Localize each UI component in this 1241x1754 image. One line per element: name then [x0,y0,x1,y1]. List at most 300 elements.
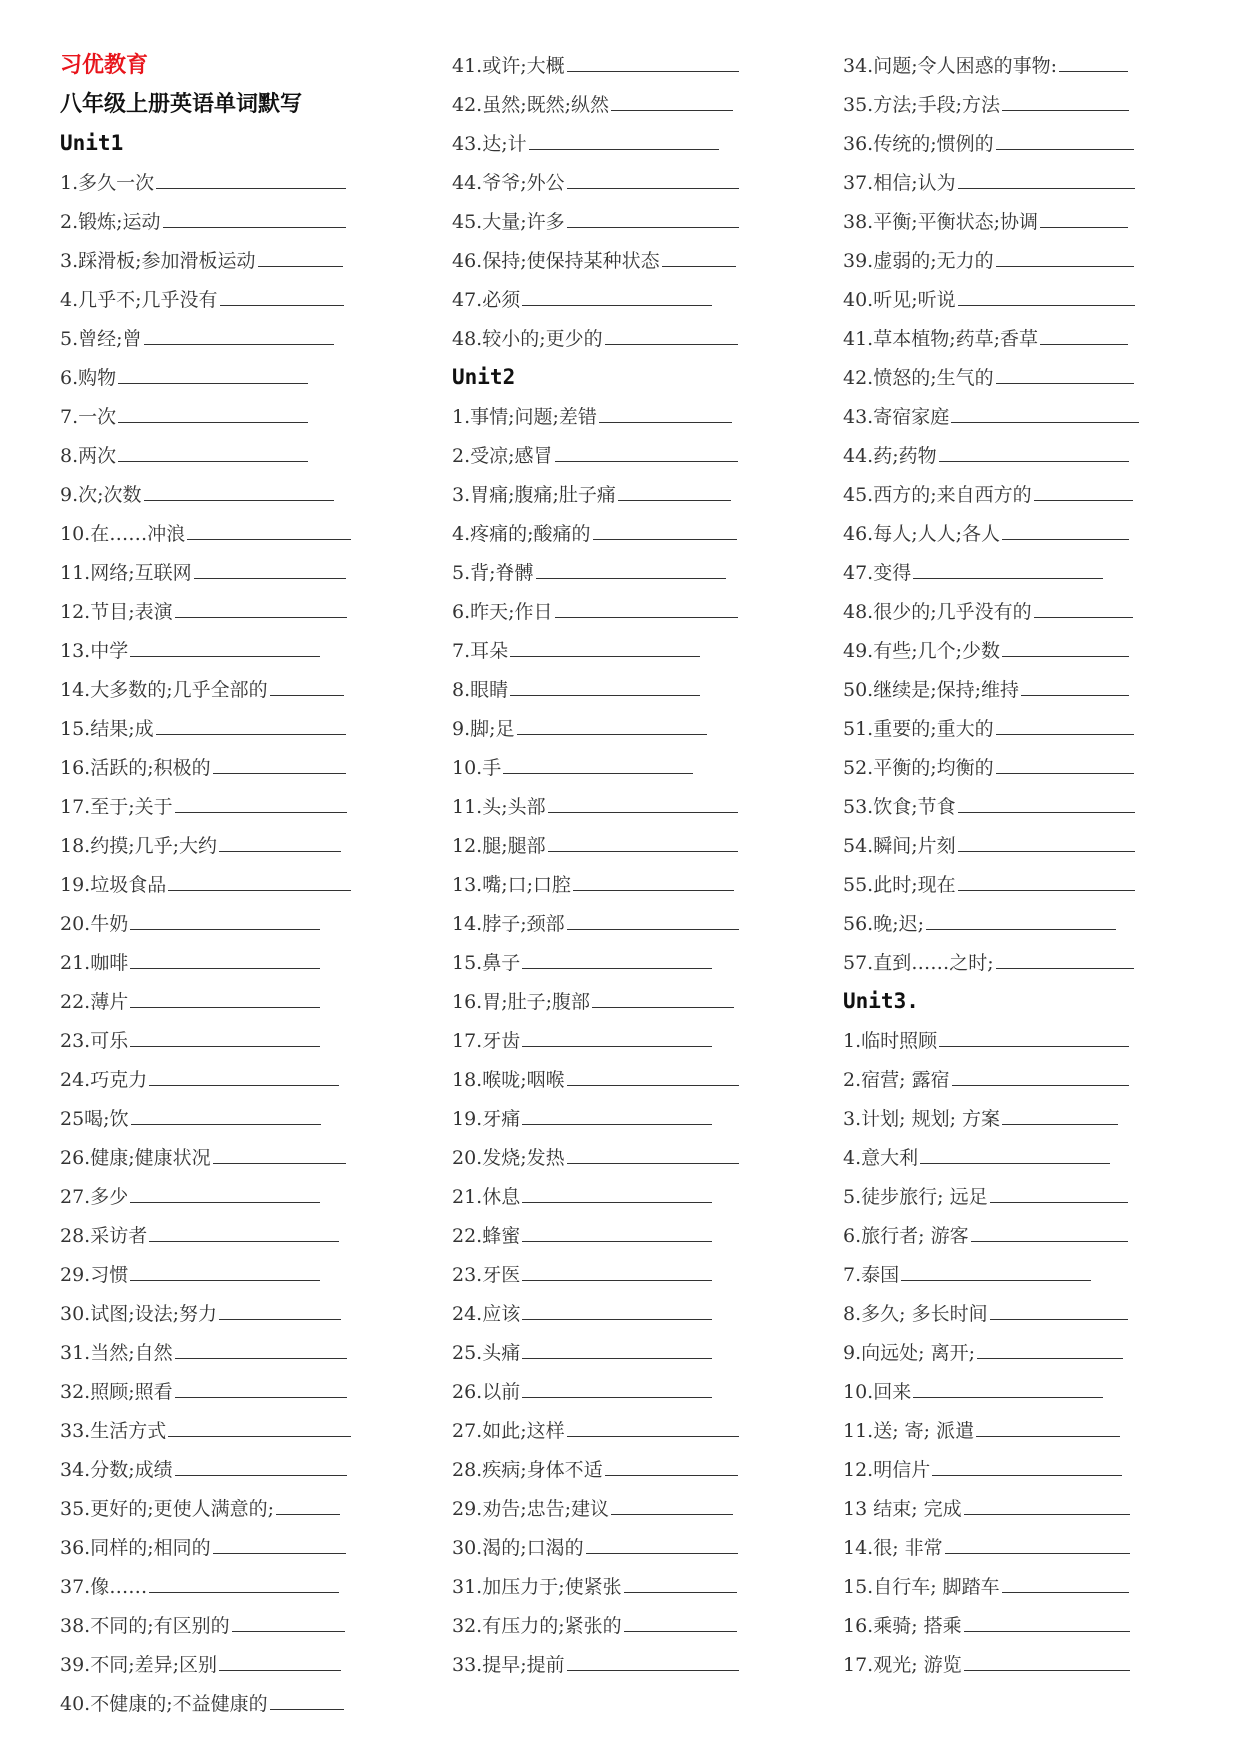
answer-blank[interactable] [932,1450,1122,1476]
item-label: 23.可乐 [60,1030,129,1052]
answer-blank[interactable] [522,280,712,306]
unit2-item [843,241,1183,280]
item-label: 17.观光; 游览 [843,1654,962,1676]
answer-blank[interactable] [567,1060,739,1086]
answer-blank[interactable] [270,670,345,696]
item-label: 6.昨天;作日 [452,601,553,623]
unit2-item [843,358,1183,397]
item-label: 8.多久; 多长时间 [843,1303,988,1325]
answer-blank[interactable] [522,1099,712,1125]
unit2-item [452,1099,792,1138]
item-label: 10.回来 [843,1381,912,1403]
item-label: 45.大量;许多 [452,211,565,233]
item-label: 20.牛奶 [60,913,129,935]
answer-blank[interactable] [156,163,346,189]
item-label: 39.不同;差异;区别 [60,1654,218,1676]
answer-blank[interactable] [605,319,738,345]
item-label: 15.鼻子 [452,952,521,974]
answer-blank[interactable] [131,1099,321,1125]
unit3-item [843,1333,1183,1372]
unit3-item [843,1645,1183,1684]
unit1-item [60,709,400,748]
unit1-item [452,241,792,280]
item-label: 3.计划; 规划; 方案 [843,1108,1001,1130]
unit2-item [452,1333,792,1372]
answer-blank[interactable] [567,1138,739,1164]
unit3-item [843,1060,1183,1099]
answer-blank[interactable] [187,514,351,540]
answer-blank[interactable] [964,1489,1130,1515]
unit2-item [452,943,792,982]
unit2-item [843,904,1183,943]
item-label: 12.腿;腿部 [452,835,546,857]
answer-blank[interactable] [276,1489,340,1515]
answer-blank[interactable] [175,787,347,813]
unit2-item [452,592,792,631]
unit1-item [60,1060,400,1099]
answer-blank[interactable] [522,1333,712,1359]
unit1-item [60,1099,400,1138]
item-label: 17.至于;关于 [60,796,173,818]
answer-blank[interactable] [1002,631,1129,657]
unit3-item [843,1216,1183,1255]
answer-blank[interactable] [510,631,700,657]
item-label: 33.提早;提前 [452,1654,565,1676]
unit1-item [60,1411,400,1450]
item-label: 41.或许;大概 [452,55,565,77]
item-label: 22.蜂蜜 [452,1225,521,1247]
answer-blank[interactable] [958,826,1135,852]
answer-blank[interactable] [611,85,733,111]
item-label: 23.牙医 [452,1264,521,1286]
item-label: 1.多久一次 [60,172,155,194]
unit1-item [60,1216,400,1255]
answer-blank[interactable] [920,1138,1110,1164]
item-label: 9.次;次数 [60,484,142,506]
unit1-item [60,319,400,358]
brand-name: 习优教育 [60,53,149,78]
answer-blank[interactable] [605,1450,738,1476]
answer-blank[interactable] [567,1645,739,1671]
item-label: 26.以前 [452,1381,521,1403]
unit3-item [843,1450,1183,1489]
unit1-item [452,202,792,241]
answer-blank[interactable] [213,1528,346,1554]
item-label: 48.较小的;更少的 [452,328,603,350]
item-label: 18.喉咙;咽喉 [452,1069,565,1091]
unit2-item [452,1255,792,1294]
item-label: 55.此时;现在 [843,874,956,896]
answer-blank[interactable] [213,748,346,774]
unit2-item [452,514,792,553]
answer-blank[interactable] [567,1411,739,1437]
answer-blank[interactable] [996,241,1134,267]
unit3-item [843,1138,1183,1177]
answer-blank[interactable] [175,1372,347,1398]
answer-blank[interactable] [175,1450,347,1476]
item-label: 21.咖啡 [60,952,129,974]
unit2-item [843,709,1183,748]
item-label: 43.达;计 [452,133,527,155]
item-label: 24.巧克力 [60,1069,148,1091]
column-1 [60,46,400,1723]
unit3-heading-row [843,982,1183,1021]
answer-blank[interactable] [996,124,1134,150]
answer-blank[interactable] [175,592,347,618]
answer-blank[interactable] [990,1177,1128,1203]
answer-blank[interactable] [952,1060,1129,1086]
answer-blank[interactable] [939,436,1129,462]
answer-blank[interactable] [945,1528,1131,1554]
unit2-item [452,1645,792,1684]
item-label: 11.头;头部 [452,796,546,818]
unit1-item [60,1528,400,1567]
item-label: 33.生活方式 [60,1420,167,1442]
item-label: 37.像…… [60,1576,148,1598]
answer-blank[interactable] [1002,514,1129,540]
item-label: 43.寄宿家庭 [843,406,950,428]
answer-blank[interactable] [926,904,1116,930]
item-label: 25喝;饮 [60,1108,129,1130]
unit1-item [60,1684,400,1723]
unit1-item [60,1138,400,1177]
unit1-item [60,163,400,202]
item-label: 12.节目;表演 [60,601,173,623]
answer-blank[interactable] [144,319,334,345]
unit2-item [843,631,1183,670]
unit1-item [452,163,792,202]
answer-blank[interactable] [522,1372,712,1398]
answer-blank[interactable] [149,1060,339,1086]
answer-blank[interactable] [503,748,693,774]
unit2-item [452,670,792,709]
answer-blank[interactable] [219,1645,341,1671]
answer-blank[interactable] [219,1294,341,1320]
item-label: 13.嘴;口;口腔 [452,874,572,896]
answer-blank[interactable] [618,475,732,501]
item-label: 48.很少的;几乎没有的 [843,601,1032,623]
item-label: 40.听见;听说 [843,289,956,311]
answer-blank[interactable] [901,1255,1091,1281]
answer-blank[interactable] [586,1528,739,1554]
unit1-item [452,85,792,124]
unit2-item [843,397,1183,436]
unit2-item [452,1021,792,1060]
answer-blank[interactable] [529,124,719,150]
answer-blank[interactable] [130,1255,320,1281]
item-label: 35.更好的;更使人满意的; [60,1498,275,1520]
item-label: 25.头痛 [452,1342,521,1364]
answer-blank[interactable] [996,943,1134,969]
answer-blank[interactable] [624,1567,738,1593]
unit2-item [452,982,792,1021]
answer-blank[interactable] [1002,85,1129,111]
item-label: 15.自行车; 脚踏车 [843,1576,1000,1598]
answer-blank[interactable] [939,1021,1129,1047]
answer-blank[interactable] [270,1684,345,1710]
unit2-item [452,397,792,436]
answer-blank[interactable] [130,1177,320,1203]
unit1-item [60,358,400,397]
answer-blank[interactable] [522,1177,712,1203]
unit1-item [60,865,400,904]
answer-blank[interactable] [555,436,738,462]
unit1-item [60,202,400,241]
item-label: 10.手 [452,757,502,779]
answer-blank[interactable] [175,1333,347,1359]
unit1-item [60,748,400,787]
answer-blank[interactable] [130,631,320,657]
unit1-item [60,670,400,709]
unit2-item [843,592,1183,631]
answer-blank[interactable] [118,358,308,384]
item-label: 13 结束; 完成 [843,1498,962,1520]
unit2-item [843,670,1183,709]
item-label: 30.渴的;口渴的 [452,1537,584,1559]
unit2-item [843,514,1183,553]
answer-blank[interactable] [522,1255,712,1281]
answer-blank[interactable] [536,553,726,579]
item-label: 27.多少 [60,1186,129,1208]
item-label: 45.西方的;来自西方的 [843,484,1032,506]
item-label: 6.购物 [60,367,117,389]
brand-row [60,46,400,85]
unit2-item [843,553,1183,592]
answer-blank[interactable] [976,1411,1120,1437]
item-label: 20.发烧;发热 [452,1147,565,1169]
item-label: 47.变得 [843,562,912,584]
answer-blank[interactable] [130,943,320,969]
unit2-item [452,787,792,826]
answer-blank[interactable] [611,1489,733,1515]
item-label: 16.活跃的;积极的 [60,757,211,779]
item-label: 44.药;药物 [843,445,937,467]
unit2-item [843,85,1183,124]
unit3-item [843,1255,1183,1294]
answer-blank[interactable] [156,709,346,735]
unit1-item [60,904,400,943]
item-label: 46.保持;使保持某种状态 [452,250,660,272]
answer-blank[interactable] [555,592,738,618]
answer-blank[interactable] [958,865,1135,891]
answer-blank[interactable] [964,1645,1130,1671]
answer-blank[interactable] [118,436,308,462]
answer-blank[interactable] [510,670,700,696]
unit2-item [452,748,792,787]
unit2-item [843,163,1183,202]
answer-blank[interactable] [951,397,1139,423]
answer-blank[interactable] [258,241,344,267]
answer-blank[interactable] [548,787,738,813]
item-label: 24.应该 [452,1303,521,1325]
unit2-item [452,1294,792,1333]
unit2-item [843,865,1183,904]
unit2-item [843,436,1183,475]
answer-blank[interactable] [996,748,1134,774]
unit1-item [60,397,400,436]
answer-blank[interactable] [1021,670,1129,696]
item-label: 18.约摸;几乎;大约 [60,835,218,857]
item-label: 7.泰国 [843,1264,900,1286]
item-label: 11.网络;互联网 [60,562,192,584]
answer-blank[interactable] [958,163,1135,189]
answer-blank[interactable] [573,865,734,891]
unit2-item [452,475,792,514]
answer-blank[interactable] [548,826,738,852]
item-label: 10.在……冲浪 [60,523,186,545]
unit2-heading: Unit2 [452,365,516,389]
unit3-item [843,1177,1183,1216]
answer-blank[interactable] [977,1333,1124,1359]
page-title: 八年级上册英语单词默写 [60,92,303,117]
answer-blank[interactable] [219,826,341,852]
item-label: 29.习惯 [60,1264,129,1286]
answer-blank[interactable] [567,904,739,930]
unit1-item [60,436,400,475]
unit1-item [60,514,400,553]
answer-blank[interactable] [971,1216,1129,1242]
unit2-item [843,943,1183,982]
item-label: 50.继续是;保持;维持 [843,679,1020,701]
answer-blank[interactable] [913,1372,1103,1398]
answer-blank[interactable] [168,865,351,891]
answer-blank[interactable] [662,241,737,267]
unit3-item [843,1372,1183,1411]
answer-blank[interactable] [567,163,739,189]
answer-blank[interactable] [1040,319,1128,345]
item-label: 32.照顾;照看 [60,1381,173,1403]
unit2-item [452,1528,792,1567]
item-label: 29.劝告;忠告;建议 [452,1498,610,1520]
answer-blank[interactable] [522,1216,712,1242]
item-label: 31.当然;自然 [60,1342,173,1364]
answer-blank[interactable] [213,1138,346,1164]
item-label: 28.疾病;身体不适 [452,1459,603,1481]
unit2-item [843,202,1183,241]
unit1-item [60,982,400,1021]
unit1-item [452,46,792,85]
item-label: 14.很; 非常 [843,1537,943,1559]
unit2-heading-row [452,358,792,397]
item-label: 19.垃圾食品 [60,874,167,896]
answer-blank[interactable] [168,1411,351,1437]
answer-blank[interactable] [964,1606,1130,1632]
answer-blank[interactable] [1034,592,1133,618]
item-label: 38.不同的;有区别的 [60,1615,230,1637]
item-label: 39.虚弱的;无力的 [843,250,994,272]
unit3-item [843,1606,1183,1645]
item-label: 42.虽然;既然;纵然 [452,94,610,116]
answer-blank[interactable] [567,202,739,228]
unit2-item [452,436,792,475]
unit1-item [60,553,400,592]
answer-blank[interactable] [149,1567,339,1593]
answer-blank[interactable] [232,1606,346,1632]
unit3-item [843,1294,1183,1333]
item-label: 12.明信片 [843,1459,931,1481]
answer-blank[interactable] [522,1021,712,1047]
answer-blank[interactable] [913,553,1103,579]
item-label: 16.乘骑; 搭乘 [843,1615,962,1637]
answer-blank[interactable] [149,1216,339,1242]
item-label: 30.试图;设法;努力 [60,1303,218,1325]
answer-blank[interactable] [522,1294,712,1320]
answer-blank[interactable] [1002,1567,1129,1593]
item-label: 8.眼睛 [452,679,509,701]
item-label: 26.健康;健康状况 [60,1147,211,1169]
unit2-item [452,1060,792,1099]
item-label: 2.受凉;感冒 [452,445,553,467]
unit2-item [452,1450,792,1489]
unit2-item [843,280,1183,319]
item-label: 52.平衡的;均衡的 [843,757,994,779]
unit2-item [843,475,1183,514]
answer-blank[interactable] [958,280,1135,306]
answer-blank[interactable] [130,904,320,930]
unit2-item [843,748,1183,787]
answer-blank[interactable] [118,397,308,423]
unit1-item [60,1450,400,1489]
item-label: 5.曾经;曾 [60,328,142,350]
unit2-item [843,826,1183,865]
answer-blank[interactable] [517,709,707,735]
unit1-item [60,826,400,865]
answer-blank[interactable] [220,280,345,306]
item-label: 3.踩滑板;参加滑板运动 [60,250,256,272]
unit2-item [452,1567,792,1606]
item-label: 38.平衡;平衡状态;协调 [843,211,1039,233]
item-label: 4.疼痛的;酸痛的 [452,523,591,545]
unit3-item [843,1489,1183,1528]
unit2-item [452,709,792,748]
item-label: 44.爷爷;外公 [452,172,565,194]
answer-blank[interactable] [130,982,320,1008]
answer-blank[interactable] [990,1294,1128,1320]
unit1-item [60,241,400,280]
unit1-item [60,1294,400,1333]
item-label: 16.胃;肚子;腹部 [452,991,591,1013]
answer-blank[interactable] [1059,46,1128,72]
answer-blank[interactable] [144,475,334,501]
answer-blank[interactable] [1040,202,1128,228]
answer-blank[interactable] [996,358,1134,384]
item-label: 5.背;脊髆 [452,562,534,584]
answer-blank[interactable] [624,1606,738,1632]
item-label: 7.耳朵 [452,640,509,662]
answer-blank[interactable] [599,397,732,423]
item-label: 1.临时照顾 [843,1030,938,1052]
unit1-item [452,280,792,319]
answer-blank[interactable] [958,787,1135,813]
answer-blank[interactable] [567,46,739,72]
answer-blank[interactable] [593,514,737,540]
answer-blank[interactable] [194,553,347,579]
unit2-item [452,1372,792,1411]
answer-blank[interactable] [163,202,346,228]
item-label: 21.休息 [452,1186,521,1208]
answer-blank[interactable] [996,709,1134,735]
answer-blank[interactable] [522,943,712,969]
answer-blank[interactable] [130,1021,320,1047]
answer-blank[interactable] [1002,1099,1118,1125]
answer-blank[interactable] [1034,475,1133,501]
unit1-item [452,124,792,163]
item-label: 32.有压力的;紧张的 [452,1615,622,1637]
answer-blank[interactable] [592,982,734,1008]
unit3-item [843,1411,1183,1450]
item-label: 51.重要的;重大的 [843,718,994,740]
unit1-item [60,592,400,631]
